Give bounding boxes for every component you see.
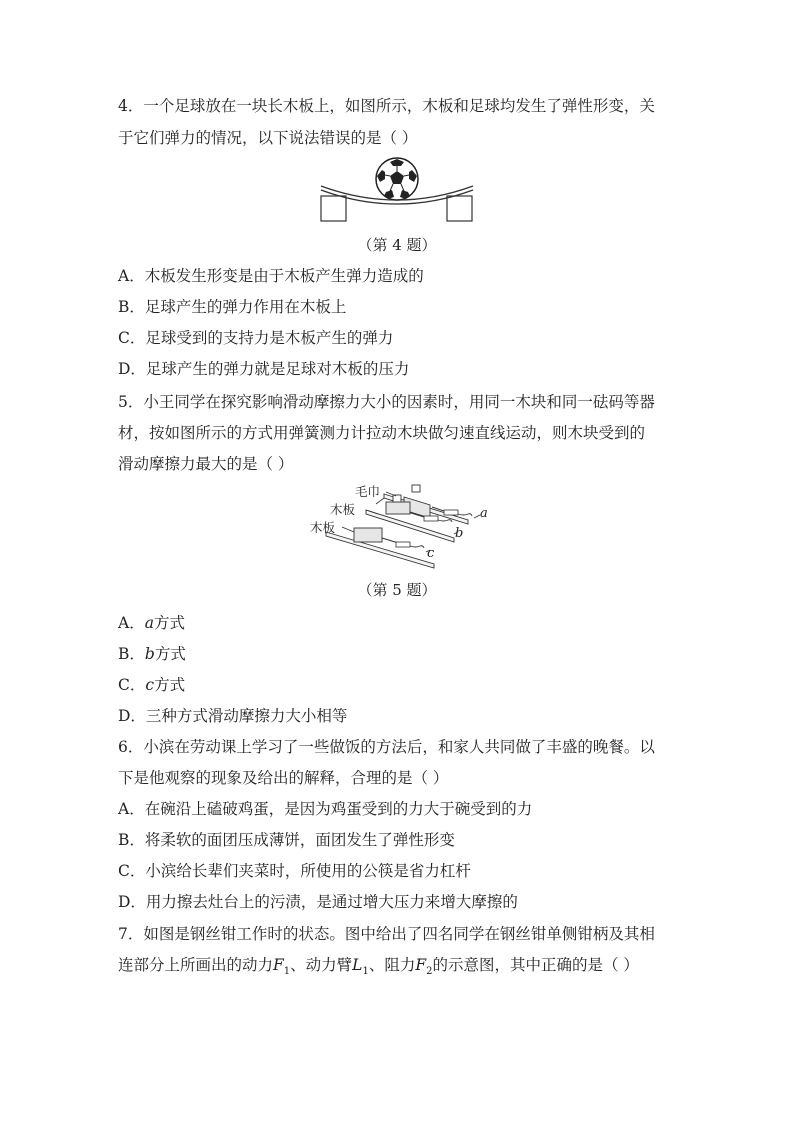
q6-stem-line2: 下是他观察的现象及给出的解释，合理的是（ ） [118,769,449,787]
label-board-1: 木板 [330,502,356,517]
q6-option-c: C．小滨给长辈们夹菜时，所使用的公筷是省力杠杆 [118,862,471,880]
q5-stem-line1: 5．小王同学在探究影响滑动摩擦力大小的因素时，用同一木块和同一砝码等器 [118,393,655,411]
label-setup-c: c [427,546,435,561]
q6-option-a: A．在碗沿上磕破鸡蛋，是因为鸡蛋受到的力大于碗受到的力 [118,800,533,818]
label-board-2: 木板 [310,520,336,535]
q4-stem-line1: 4．一个足球放在一块长木板上，如图所示，木板和足球均发生了弹性形变，关 [118,97,655,115]
setup-c [326,528,434,568]
q5-option-a: A．a方式 [118,614,185,632]
q4-option-c: C．足球受到的支持力是木板产生的弹力 [118,329,394,347]
q5-option-b: B．b方式 [118,645,186,663]
q7-stem-line2: 连部分上所画出的动力$F_1$、动力臂$L_1$、阻力$F_2$的示意图，其中正确的是（ ） [118,956,639,978]
q5-stem-line3: 滑动摩擦力最大的是（ ） [118,455,294,473]
q4-option-a: A．木板发生形变是由于木板产生弹力造成的 [118,267,424,285]
q4-figure-caption: （第 4 题） [357,236,437,254]
q6-stem-line1: 6．小滨在劳动课上学习了一些做饭的方法后，和家人共同做了丰盛的晚餐。以 [118,738,655,756]
label-setup-b: b [455,526,464,541]
q4-figure-football-on-board [318,156,478,226]
label-towel: 毛巾 [355,484,381,499]
q5-stem-line2: 材，按如图所示的方式用弹簧测力计拉动木块做匀速直线运动，则木块受到的 [118,424,646,442]
q6-option-b: B．将柔软的面团压成薄饼，面团发生了弹性形变 [118,831,455,849]
q5-figure-caption: （第 5 题） [357,581,437,599]
q5-option-d: D．三种方式滑动摩擦力大小相等 [118,707,348,725]
q4-option-b: B．足球产生的弹力作用在木板上 [118,298,347,316]
q6-option-d: D．用力擦去灶台上的污渍，是通过增大压力来增大摩擦的 [118,893,518,911]
q7-stem-line1: 7．如图是钢丝钳工作时的状态。图中给出了四名同学在钢丝钳单侧钳柄及其相 [118,925,655,943]
q5-option-c: C．c方式 [118,676,186,694]
q4-stem-line2: 于它们弹力的情况，以下说法错误的是（ ） [118,129,418,147]
label-setup-a: a [480,506,488,521]
q4-option-d: D．足球产生的弹力就是足球对木板的压力 [118,360,410,378]
